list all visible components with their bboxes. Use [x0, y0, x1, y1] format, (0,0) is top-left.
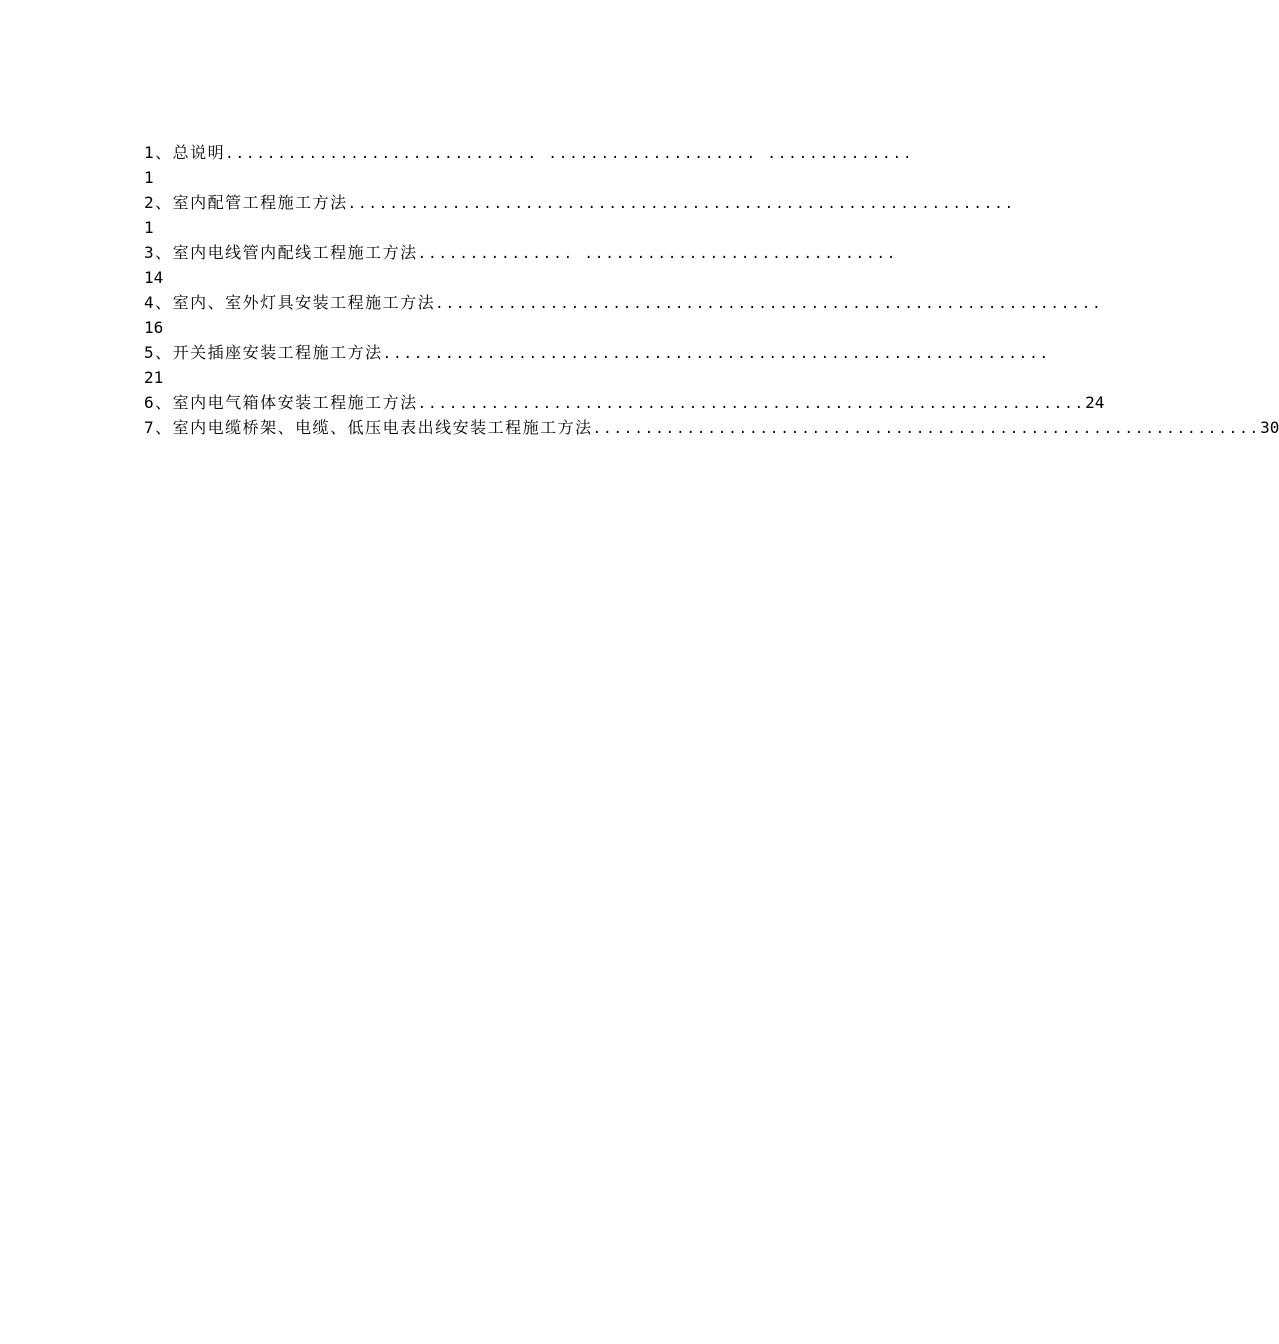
toc-entry-4[interactable] — [144, 290, 1103, 340]
toc-entry-2[interactable] — [144, 190, 1016, 240]
toc-entry-1[interactable] — [144, 140, 914, 190]
toc-dot-leader: ................................................................ — [435, 296, 1103, 312]
toc-entry-title: 4、室内、室外灯具安装工程施工方法 — [144, 293, 436, 312]
toc-dot-leader: ................................................................ — [417, 396, 1086, 412]
toc-entry-7[interactable] — [144, 415, 1279, 440]
toc-entry-title: 7、室内电缆桥架、电缆、低压电表出线安装工程施工方法 — [144, 418, 593, 437]
toc-entry-5[interactable] — [144, 340, 1051, 390]
toc-entry-page-number: 30 — [1260, 418, 1279, 437]
toc-entry-page-number: 21 — [144, 368, 164, 387]
toc-entry-page-number: 14 — [144, 268, 164, 287]
toc-dot-leader: ................................................................ — [592, 421, 1261, 437]
toc-entry-page-number: 16 — [144, 318, 164, 337]
table-of-contents — [144, 140, 1279, 440]
toc-dot-leader: .............................. .................... .............. — [225, 146, 914, 162]
toc-entry-page-number: 1 — [144, 218, 154, 237]
toc-entry-title: 3、室内电线管内配线工程施工方法 — [144, 243, 418, 262]
toc-entry-6[interactable] — [144, 390, 1105, 415]
toc-entry-title: 2、室内配管工程施工方法 — [144, 193, 348, 212]
toc-dot-leader: ................................................................ — [347, 196, 1016, 212]
toc-dot-leader: ................................................................ — [382, 346, 1051, 362]
toc-dot-leader: ............... .............................. — [417, 246, 898, 262]
toc-entry-3[interactable] — [144, 240, 898, 290]
toc-entry-title: 6、室内电气箱体安装工程施工方法 — [144, 393, 418, 412]
toc-entry-page-number: 1 — [144, 168, 154, 187]
toc-entry-title: 5、开关插座安装工程施工方法 — [144, 343, 383, 362]
toc-entry-page-number: 24 — [1085, 393, 1105, 412]
toc-entry-title: 1、总说明 — [144, 143, 226, 162]
